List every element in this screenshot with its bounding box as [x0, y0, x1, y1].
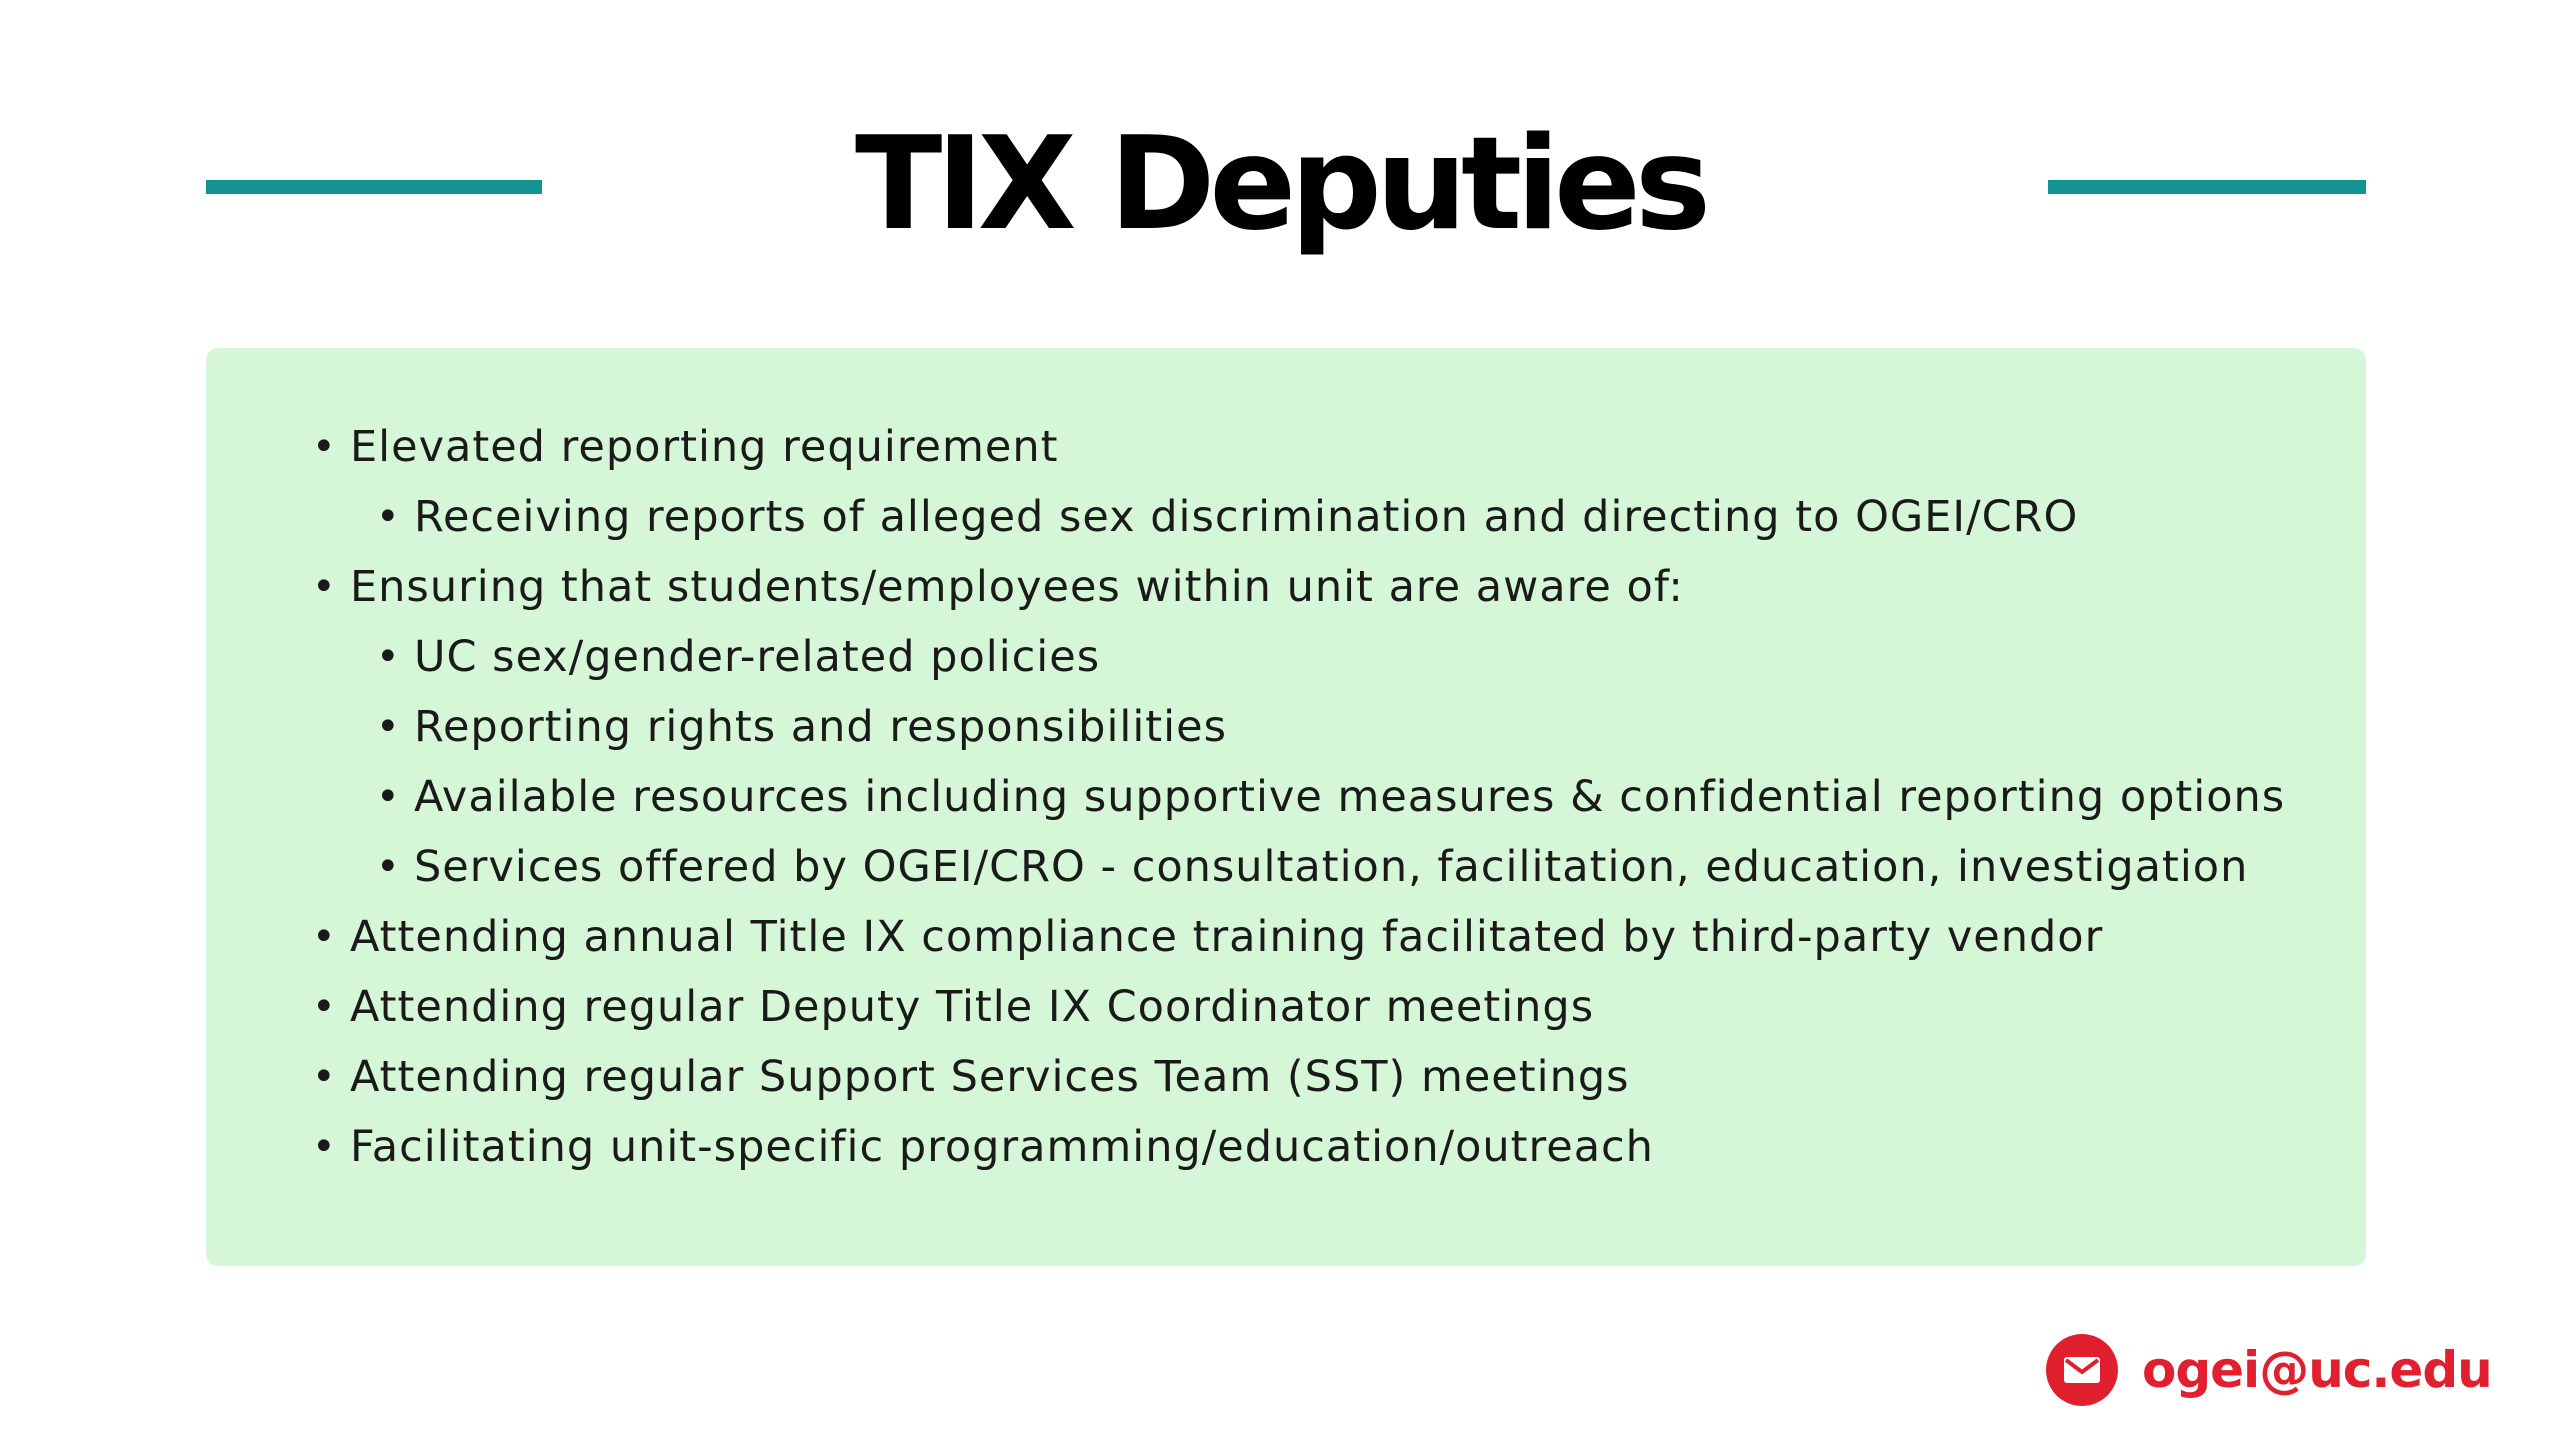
bullet-list	[206, 412, 2366, 1182]
bullet-item: • Facilitating unit-specific programming/education/outreach	[206, 1112, 2366, 1182]
sub-bullet-item: • UC sex/gender-related policies	[206, 622, 2366, 692]
sub-bullet-item: • Services offered by OGEI/CRO - consultation, facilitation, education, investigation	[206, 832, 2366, 902]
sub-bullet-item: • Reporting rights and responsibilities	[206, 692, 2366, 762]
slide-title: TIX Deputies	[854, 110, 1706, 259]
sub-bullet-item: • Available resources including supportive measures & confidential reporting options	[206, 762, 2366, 832]
bullet-item: • Attending annual Title IX compliance training facilitated by third-party vendor	[206, 902, 2366, 972]
envelope-icon	[2046, 1334, 2118, 1406]
bullet-item: • Attending regular Deputy Title IX Coordinator meetings	[206, 972, 2366, 1042]
contact-email[interactable]	[2046, 1332, 2492, 1408]
bullet-item: • Ensuring that students/employees within unit are aware of:	[206, 552, 2366, 622]
email-link[interactable]: ogei@uc.edu	[2142, 1341, 2492, 1399]
bullet-item: • Attending regular Support Services Team (SST) meetings	[206, 1042, 2366, 1112]
sub-bullet-item: • Receiving reports of alleged sex discrimination and directing to OGEI/CRO	[206, 482, 2366, 552]
bullet-item: • Elevated reporting requirement	[206, 412, 2366, 482]
